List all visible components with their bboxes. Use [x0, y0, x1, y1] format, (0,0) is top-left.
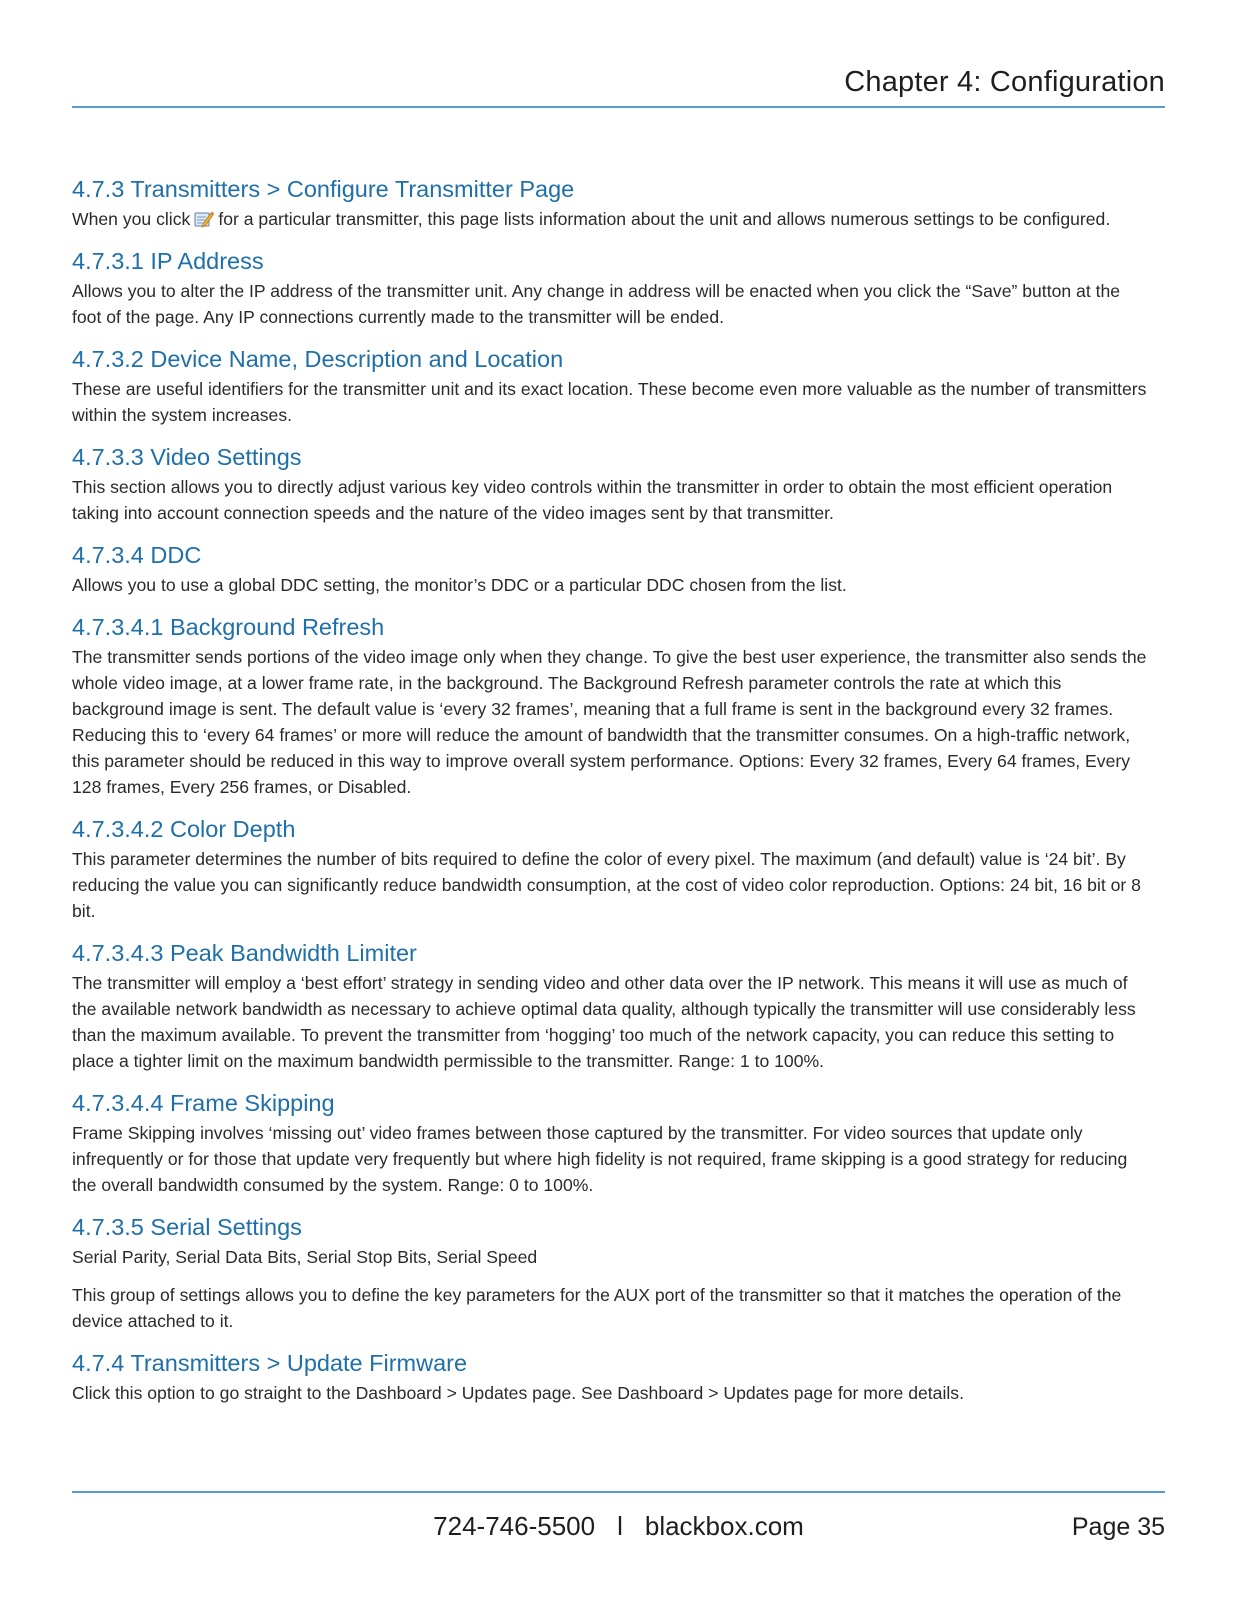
section-paragraph: Frame Skipping involves ‘missing out’ video frames between those captured by the transmitter. For video sources that update only infrequently or for those that update very frequently but where high fidelity is not required, frame skipping is a good strategy for reducing the overall bandwidth consumed by the system. Range: 0 to 100%.	[72, 1123, 1128, 1195]
section-heading: 4.7.3.4.2 Color Depth	[72, 816, 296, 842]
section-update-firmware	[72, 1348, 1147, 1406]
section-peak-bandwidth	[72, 938, 1147, 1074]
footer-website: blackbox.com	[644, 1511, 804, 1541]
section-paragraph: Allows you to use a global DDC setting, the monitor’s DDC or a particular DDC chosen from the list.	[72, 575, 847, 595]
section-heading: 4.7.3 Transmitters > Configure Transmitter Page	[72, 176, 575, 202]
footer-contact	[72, 1511, 1165, 1542]
edit-icon	[194, 209, 214, 227]
section-paragraph: These are useful identifiers for the transmitter unit and its exact location. These become even more valuable as the number of transmitters within the system increases.	[72, 379, 1147, 425]
page-footer	[72, 1491, 1165, 1563]
section-heading: 4.7.3.4.4 Frame Skipping	[72, 1090, 335, 1116]
section-ip-address	[72, 246, 1147, 330]
section-device-name	[72, 344, 1147, 428]
section-paragraph: Serial Parity, Serial Data Bits, Serial Stop Bits, Serial Speed	[72, 1247, 538, 1267]
document-body	[72, 174, 1147, 1406]
section-paragraph: The transmitter will employ a ‘best effort’ strategy in sending video and other data over the IP network. This means it will use as much of the available network bandwidth as necessary to achieve optimal data quality, although typically the transmitter will use considerably less than the maximum available. To prevent the transmitter from ‘hogging’ too much of the network capacity, you can reduce this setting to place a tighter limit on the maximum bandwidth permissible to the transmitter. Range: 1 to 100%.	[72, 973, 1136, 1071]
section-serial-settings	[72, 1212, 1147, 1334]
section-paragraph: This group of settings allows you to define the key parameters for the AUX port of the transmitter so that it matches the operation of the device attached to it.	[72, 1285, 1122, 1331]
section-heading: 4.7.3.4.3 Peak Bandwidth Limiter	[72, 940, 417, 966]
section-paragraph: The transmitter sends portions of the video image only when they change. To give the best user experience, the transmitter also sends the whole video image, at a lower frame rate, in the background. The Background Refresh parameter controls the rate at which this background image is sent. The default value is ‘every 32 frames’, meaning that a full frame is sent in the background every 32 frames. Reducing this to ‘every 64 frames’ or more will reduce the amount of bandwidth that the transmitter consumes. On a high-traffic network, this parameter should be reduced in this way to improve overall system performance. Options: Every 32 frames, Every 64 frames, Every 128 frames, Every 256 frames, or Disabled.	[72, 647, 1147, 797]
footer-separator: l	[617, 1511, 623, 1541]
section-heading: 4.7.3.4 DDC	[72, 542, 202, 568]
chapter-title: Chapter 4: Configuration	[844, 66, 1165, 98]
section-paragraph: Allows you to alter the IP address of the transmitter unit. Any change in address will be enacted when you click the “Save” button at the foot of the page. Any IP connections currently made to the transmitter will be ended.	[72, 281, 1121, 327]
section-paragraph: This parameter determines the number of bits required to define the color of every pixel. The maximum (and default) value is ‘24 bit’. By reducing the value you can significantly reduce bandwidth consumption, at the cost of video color reproduction. Options: 24 bit, 16 bit or 8 bit.	[72, 849, 1141, 921]
section-heading: 4.7.3.2 Device Name, Description and Location	[72, 346, 564, 372]
intro-text-before: When you click	[72, 209, 191, 229]
section-heading: 4.7.3.3 Video Settings	[72, 444, 302, 470]
section-paragraph: Click this option to go straight to the Dashboard > Updates page. See Dashboard > Updates page for more details.	[72, 1383, 964, 1403]
intro-text-after: for a particular transmitter, this page lists information about the unit and allows numerous settings to be configured.	[218, 209, 1111, 229]
section-background-refresh	[72, 612, 1147, 800]
section-ddc	[72, 540, 1147, 598]
section-video-settings	[72, 442, 1147, 526]
page-number: Page 35	[1071, 1513, 1165, 1541]
section-heading: 4.7.4 Transmitters > Update Firmware	[72, 1350, 468, 1376]
section-frame-skipping	[72, 1088, 1147, 1198]
section-intro	[72, 174, 1147, 232]
section-heading: 4.7.3.5 Serial Settings	[72, 1214, 302, 1240]
footer-phone: 724-746-5500	[433, 1511, 596, 1541]
section-heading: 4.7.3.4.1 Background Refresh	[72, 614, 385, 640]
section-color-depth	[72, 814, 1147, 924]
section-paragraph	[72, 206, 1147, 232]
section-heading: 4.7.3.1 IP Address	[72, 248, 264, 274]
section-paragraph: This section allows you to directly adjust various key video controls within the transmitter in order to obtain the most efficient operation taking into account connection speeds and the nature of the video images sent by that transmitter.	[72, 477, 1113, 523]
page-header	[72, 62, 1165, 108]
